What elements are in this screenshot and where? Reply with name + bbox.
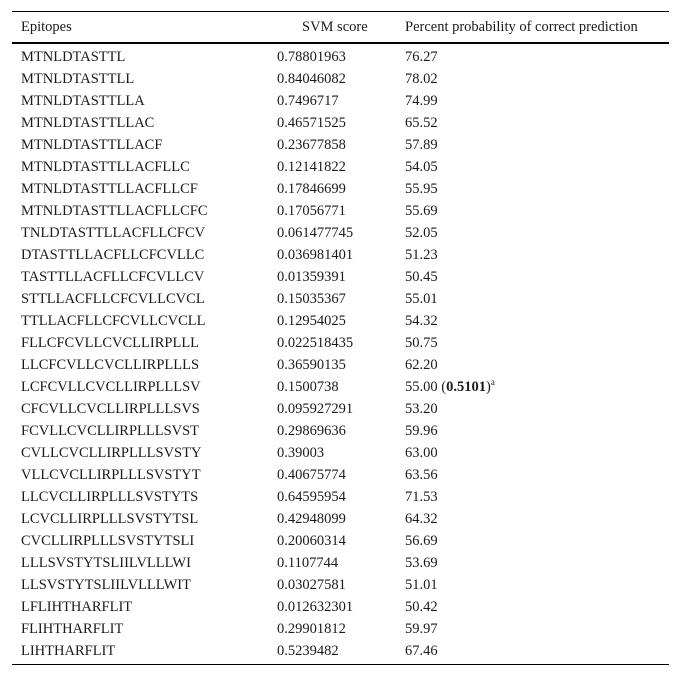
header-svm-score: SVM score: [302, 18, 368, 35]
probability-cell: [405, 266, 669, 288]
probability-cell: [405, 244, 669, 266]
epitope-cell: LIHTHARFLIT: [21, 642, 116, 659]
probability-value: 78.02: [405, 70, 438, 87]
table-row: [12, 508, 669, 530]
probability-cell: [405, 68, 669, 90]
table-row: [12, 222, 669, 244]
probability-value: 51.01: [405, 576, 438, 593]
table-header: [12, 12, 669, 44]
svm-score-cell: 0.64595954: [277, 488, 346, 505]
epitope-cell: MTNLDTASTTLLA: [21, 92, 145, 109]
epitope-cell: FCVLLCVCLLIRPLLLSVST: [21, 422, 200, 439]
svm-score-cell: 0.36590135: [277, 356, 346, 373]
svm-score-cell: 0.29869636: [277, 422, 346, 439]
table-row: [12, 420, 669, 442]
epitope-cell: FLIHTHARFLIT: [21, 620, 124, 637]
table-row: [12, 112, 669, 134]
probability-cell: [405, 288, 669, 310]
table-row: [12, 90, 669, 112]
svm-score-cell: 0.1107744: [277, 554, 339, 571]
probability-value: 55.01: [405, 290, 438, 307]
table-row: [12, 200, 669, 222]
table-row: [12, 43, 669, 68]
epitope-cell: MTNLDTASTTLL: [21, 70, 135, 87]
probability-cell: [405, 332, 669, 354]
probability-cell: [405, 398, 669, 420]
probability-cell: [405, 640, 669, 665]
table-row: [12, 68, 669, 90]
probability-value: 59.97: [405, 620, 438, 637]
svm-score-cell: 0.39003: [277, 444, 325, 461]
table-row: [12, 266, 669, 288]
svm-score-cell: 0.095927291: [277, 400, 354, 417]
svm-score-cell: 0.5239482: [277, 642, 339, 659]
table-row: [12, 486, 669, 508]
svm-score-cell: 0.12954025: [277, 312, 346, 329]
probability-value: 54.32: [405, 312, 438, 329]
epitope-cell: MTNLDTASTTL: [21, 48, 126, 65]
table-row: [12, 530, 669, 552]
probability-cell: [405, 530, 669, 552]
probability-value: 65.52: [405, 114, 438, 131]
svm-score-cell: 0.17056771: [277, 202, 346, 219]
table-row: [12, 464, 669, 486]
svm-score-cell: 0.17846699: [277, 180, 346, 197]
table-row: [12, 618, 669, 640]
probability-value: 76.27: [405, 48, 438, 65]
epitope-cell: TASTTLLACFLLCFCVLLCV: [21, 268, 205, 285]
table-row: [12, 398, 669, 420]
epitope-cell: DTASTTLLACFLLCFCVLLC: [21, 246, 205, 263]
probability-cell: [405, 618, 669, 640]
epitope-cell: VLLCVCLLIRPLLLSVSTYT: [21, 466, 201, 483]
svm-score-cell: 0.012632301: [277, 598, 354, 615]
epitope-cell: MTNLDTASTTLLACFLLCFC: [21, 202, 208, 219]
probability-value: 53.69: [405, 554, 438, 571]
probability-cell: [405, 156, 669, 178]
table-row: [12, 156, 669, 178]
svm-score-cell: 0.01359391: [277, 268, 346, 285]
header-row: [12, 12, 669, 44]
epitope-table: [12, 11, 669, 665]
probability-value: 56.69: [405, 532, 438, 549]
probability-value: 55.95: [405, 180, 438, 197]
probability-value: 50.75: [405, 334, 438, 351]
epitope-table-container: [12, 11, 669, 665]
probability-cell: [405, 464, 669, 486]
table-row: [12, 244, 669, 266]
table-row: [12, 376, 669, 398]
table-row: [12, 332, 669, 354]
svm-score-cell: 0.022518435: [277, 334, 354, 351]
probability-cell: [405, 200, 669, 222]
epitope-cell: CVCLLIRPLLLSVSTYTSLI: [21, 532, 195, 549]
probability-cell: [405, 552, 669, 574]
svm-score-cell: 0.12141822: [277, 158, 346, 175]
probability-cell: [405, 596, 669, 618]
probability-cell: [405, 420, 669, 442]
epitope-cell: LFLIHTHARFLIT: [21, 598, 133, 615]
epitope-cell: TNLDTASTTLLACFLLCFCV: [21, 224, 206, 241]
probability-cell: [405, 508, 669, 530]
epitope-cell: CVLLCVCLLIRPLLLSVSTY: [21, 444, 202, 461]
annotation-value: 0.5101: [446, 378, 486, 395]
probability-value: 62.20: [405, 356, 438, 373]
footnote-marker: a: [490, 376, 495, 387]
table-row: [12, 354, 669, 376]
svm-score-cell: 0.061477745: [277, 224, 354, 241]
probability-cell: 55.00 $(0.5101)^a$: [405, 376, 495, 395]
svm-score-cell: 0.1500738: [277, 378, 339, 395]
epitope-cell: LLSVSTYTSLIILVLLLWIT: [21, 576, 191, 593]
probability-value: 57.89: [405, 136, 438, 153]
probability-value: 63.56: [405, 466, 438, 483]
epitope-cell: LLCFCVLLCVCLLIRPLLLS: [21, 356, 200, 373]
probability-value: 55.00: [405, 378, 438, 395]
probability-value: 51.23: [405, 246, 438, 263]
svm-score-cell: 0.7496717: [277, 92, 339, 109]
svm-score-cell: 0.036981401: [277, 246, 354, 263]
probability-cell: [405, 442, 669, 464]
probability-value: 54.05: [405, 158, 438, 175]
probability-value: 64.32: [405, 510, 438, 527]
probability-cell: [405, 310, 669, 332]
table-row: [12, 552, 669, 574]
probability-value: 67.46: [405, 642, 438, 659]
probability-cell: [405, 486, 669, 508]
probability-value: 71.53: [405, 488, 438, 505]
epitope-cell: MTNLDTASTTLLACF: [21, 136, 163, 153]
probability-value: 63.00: [405, 444, 438, 461]
probability-value: 53.20: [405, 400, 438, 417]
table-row: [12, 442, 669, 464]
table-row: [12, 134, 669, 156]
probability-value: 55.69: [405, 202, 438, 219]
epitope-cell: LLCVCLLIRPLLLSVSTYTS: [21, 488, 199, 505]
table-row: [12, 596, 669, 618]
probability-value: 59.96: [405, 422, 438, 439]
epitope-cell: LCFCVLLCVCLLIRPLLLSV: [21, 378, 201, 395]
epitope-cell: LLLSVSTYTSLIILVLLLWI: [21, 554, 191, 571]
table-row: [12, 574, 669, 596]
probability-cell: [405, 43, 669, 68]
probability-value: 50.42: [405, 598, 438, 615]
table-body: [12, 43, 669, 665]
probability-cell: [405, 354, 669, 376]
probability-cell: [405, 112, 669, 134]
svm-score-cell: 0.42948099: [277, 510, 346, 527]
header-epitopes: Epitopes: [21, 18, 72, 35]
table-row: [12, 640, 669, 665]
probability-cell: [405, 90, 669, 112]
table-row: [12, 288, 669, 310]
probability-value: 50.45: [405, 268, 438, 285]
svm-score-cell: 0.03027581: [277, 576, 346, 593]
epitope-cell: MTNLDTASTTLLACFLLCF: [21, 180, 198, 197]
probability-cell: [405, 574, 669, 596]
header-percent-probability: Percent probability of correct prediction: [405, 18, 638, 35]
table-row: [12, 310, 669, 332]
epitope-cell: CFCVLLCVCLLIRPLLLSVS: [21, 400, 200, 417]
svm-score-cell: 0.78801963: [277, 48, 346, 65]
svm-score-cell: 0.29901812: [277, 620, 346, 637]
svm-score-cell: 0.23677858: [277, 136, 346, 153]
probability-cell: [405, 134, 669, 156]
epitope-cell: MTNLDTASTTLLACFLLC: [21, 158, 190, 175]
svm-score-cell: 0.20060314: [277, 532, 346, 549]
epitope-cell: STTLLACFLLCFCVLLCVCL: [21, 290, 205, 307]
svm-score-cell: 0.46571525: [277, 114, 346, 131]
svm-score-cell: 0.15035367: [277, 290, 346, 307]
svm-score-cell: 0.84046082: [277, 70, 346, 87]
epitope-cell: LCVCLLIRPLLLSVSTYTSL: [21, 510, 199, 527]
epitope-cell: FLLCFCVLLCVCLLIRPLLL: [21, 334, 200, 351]
epitope-cell: TTLLACFLLCFCVLLCVCLL: [21, 312, 206, 329]
probability-cell: [405, 178, 669, 200]
probability-cell: [405, 222, 669, 244]
probability-value: 74.99: [405, 92, 438, 109]
svm-score-cell: 0.40675774: [277, 466, 346, 483]
table-row: [12, 178, 669, 200]
epitope-cell: MTNLDTASTTLLAC: [21, 114, 155, 131]
probability-value: 52.05: [405, 224, 438, 241]
